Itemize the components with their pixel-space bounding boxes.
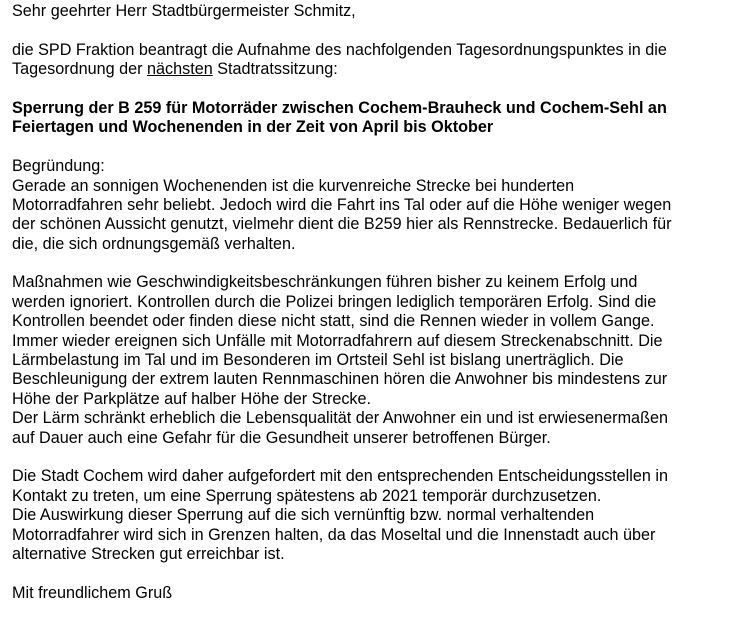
paragraph3-line: Die Auswirkung dieser Sperrung auf die sich vernünftig bzw. normal verhaltenden xyxy=(12,506,595,525)
paragraph1-line: Motorradfahren sehr beliebt. Jedoch wird die Fahrt ins Tal oder auf die Höhe weniger wegen xyxy=(12,195,672,214)
paragraph1-line: der schönen Aussicht genutzt, vielmehr dient die B259 hier als Rennstrecke. Bedauerlich für xyxy=(12,215,672,234)
spacer xyxy=(12,254,748,273)
paragraph3-line: Motorradfahrer wird sich in Grenzen halten, da das Moseltal und die Innenstadt auch über xyxy=(12,525,656,544)
subject-line-2: Feiertagen und Wochenenden in der Zeit von April bis Oktober xyxy=(12,118,494,137)
intro-line-2-post: Stadtratssitzung: xyxy=(212,60,338,79)
salutation: Sehr geehrter Herr Stadtbürgermeister Schmitz, xyxy=(12,2,356,20)
paragraph2-line: Höhe der Parkplätze auf halber Höhe der Strecke. xyxy=(12,389,372,408)
reason-heading: Begründung: xyxy=(12,157,105,176)
paragraph1-line: Gerade an sonnigen Wochenenden ist die kurvenreiche Strecke bei hunderten xyxy=(12,176,575,195)
paragraph2-line: Der Lärm schränkt erheblich die Lebensqualität der Anwohner ein und ist erwiesenermaßen xyxy=(12,409,668,428)
intro-line-2-pre: Tagesordnung der xyxy=(12,60,147,79)
spacer xyxy=(12,448,748,467)
paragraph3-line: alternative Strecken gut erreichbar ist. xyxy=(12,544,285,563)
paragraph3-line: Die Stadt Cochem wird daher aufgefordert mit den entsprechenden Entscheidungsstellen in xyxy=(12,467,668,486)
intro-underlined-word: nächsten xyxy=(147,60,213,79)
subject-line-1: Sperrung der B 259 für Motorräder zwischen Cochem-Brauheck und Cochem-Sehl an xyxy=(12,98,667,117)
paragraph3-line: Kontakt zu treten, um eine Sperrung spätestens ab 2021 temporär durchzusetzen. xyxy=(12,486,602,505)
spacer xyxy=(12,21,748,40)
paragraph2-line: auf Dauer auch eine Gefahr für die Gesundheit unserer betroffenen Bürger. xyxy=(12,428,551,447)
letter-body xyxy=(12,0,748,603)
paragraph2-line: Immer wieder ereignen sich Unfälle mit Motorradfahrern auf diesem Streckenabschnitt. Die xyxy=(12,331,663,350)
paragraph2-line: Lärmbelastung im Tal und im Besonderen im Ortsteil Sehl ist bislang unerträglich. Die xyxy=(12,351,624,370)
paragraph2-line: Kontrollen beendet oder finden diese nicht statt, sind die Rennen wieder in vollem Gange. xyxy=(12,312,655,331)
closing: Mit freundlichem Gruß xyxy=(12,583,173,602)
paragraph2-line: Beschleunigung der extrem lauten Rennmaschinen hören die Anwohner bis mindestens zur xyxy=(12,370,668,389)
paragraph1-line: die, die sich ordnungsgemäß verhalten. xyxy=(12,234,296,253)
paragraph2-line: werden ignoriert. Kontrollen durch die Polizei bringen lediglich temporären Erfolg. Sind die xyxy=(12,292,657,311)
paragraph2-line: Maßnahmen wie Geschwindigkeitsbeschränkungen führen bisher zu keinem Erfolg und xyxy=(12,273,638,292)
spacer xyxy=(12,80,748,99)
intro-line-2 xyxy=(12,60,748,79)
spacer xyxy=(12,564,748,583)
spacer xyxy=(12,138,748,157)
intro-line-1: die SPD Fraktion beantragt die Aufnahme des nachfolgenden Tagesordnungspunktes in die xyxy=(12,40,667,59)
